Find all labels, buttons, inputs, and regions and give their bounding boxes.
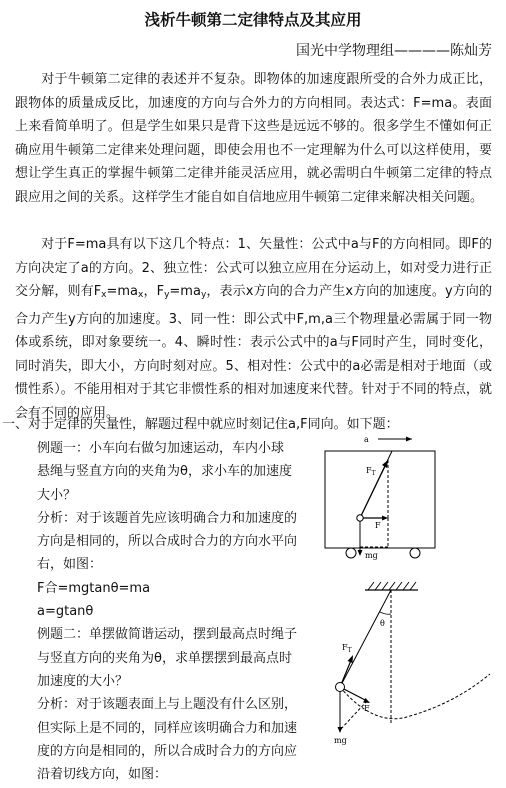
ex2-line-1: 例题二：单摆做简谐运动，摆到最高点时绳子 — [37, 627, 298, 643]
ex2-analysis-3: 度的方向是相同的，所以合成时合力的方向应 — [37, 743, 298, 759]
ball — [357, 515, 363, 521]
ex2-analysis-1: 分析：对于该题表面上与上题没有什么区别， — [37, 697, 298, 713]
features-text-2: ，表示x方向的合力产生x方向的加速度。y方向的合力产生y方向的加速度。3、同一性：即公式中F,m,a三个物理量必需属于同一物体或系统，即对象要统一。4、瞬时性：表示公式中的a与F同时产生，同时变化，同时消失，即大小，方向时刻对应。5、相对性：公式中的a必需是相对于地面（或惯性系）。不能用相对于其它非惯性系的相对加速度来代替。针对于不同的特点，就会有不同的应用。 — [15, 284, 492, 421]
ex1-line-1: 例题一：小车向右做匀加速运动，车内小球 — [37, 441, 285, 456]
features-text-1: 对于F=ma具有以下这几个特点：1、矢量性：公式中a与F的方向相同。即F的方向决定了a的方向。2、独立性：公式可以独立应用在分运动上，如对受力进行正交分解，则有F — [15, 237, 492, 299]
string — [340, 590, 391, 687]
ex1-analysis-3: 右，如图： — [37, 557, 103, 573]
net-force-head — [382, 516, 388, 521]
gravity-head — [358, 550, 363, 556]
eq-x: =ma — [106, 284, 139, 299]
label-mg: mg — [365, 551, 378, 560]
cart-diagram — [320, 430, 500, 580]
eq-y: =ma — [169, 284, 201, 299]
wheel-left — [346, 548, 356, 558]
wheel-right — [410, 548, 420, 558]
cart-body — [325, 451, 435, 548]
eq-sep: ，F — [143, 284, 165, 299]
formula-1: F合=mgtanθ=ma — [37, 580, 151, 596]
ex1-line-2: 悬绳与竖直方向的夹角为θ，求小车的加速度 — [37, 464, 292, 480]
label-mg: mg — [334, 736, 347, 745]
example-block — [37, 437, 297, 786]
swing-arc — [340, 674, 490, 719]
label-f: F — [364, 704, 370, 713]
intro-text: 对于牛顿第二定律的表述并不复杂。即物体的加速度跟所受的合外力成正比，跟物体的质量成反比，加速度的方向与合外力的方向相同。表达式：F=ma。表面上来看简单明了。但是学生如果只是背下这些是远远不够的。很多学生不懂如何正确应用牛顿第二定律来处理问题，即使会用也不一定理解为什么可以这样使用，要想让学生真正的掌握牛顿第二定律并能灵活应用，就必需明白牛顿第二定律的特点跟应用之间的关系。这样学生才能自如自信地应用牛顿第二定律来解决相关问题。 — [15, 72, 492, 205]
ex2-line-2: 与竖直方向的夹角为θ，求单摆摆到最高点时 — [37, 650, 292, 666]
tension-head — [348, 655, 354, 663]
theta-arc — [380, 612, 391, 614]
label-ft: $F_T$ — [342, 643, 352, 654]
section-one-heading: 一、对于定律的矢量性，解题过程中就应时刻记住a,F同向。如下题： — [2, 417, 399, 432]
ex2-analysis-4: 沿着切线方向，如图： — [37, 767, 168, 783]
accel-arrow-head — [406, 437, 412, 442]
dash-diagonal — [340, 701, 367, 730]
pendulum-diagram — [320, 578, 500, 748]
label-theta: θ — [380, 619, 385, 628]
ex1-analysis-1: 分析：对于该题首先应该明确合力和加速度的 — [37, 510, 298, 526]
label-a: a — [364, 435, 369, 444]
intro-paragraph — [15, 68, 492, 209]
label-f: F — [375, 521, 381, 530]
article-title: 浅析牛顿第二定律特点及其应用 — [144, 10, 362, 29]
formula-2: a=gtanθ — [37, 604, 94, 620]
ex2-line-3: 加速度的大小？ — [37, 673, 129, 689]
ceiling-hatch — [368, 582, 416, 590]
tension-head — [382, 460, 388, 468]
ex2-analysis-2: 但实际上是不同的，同样应该明确合力和加速 — [37, 720, 298, 736]
label-ft: $F_T$ — [366, 466, 376, 477]
features-paragraph — [15, 233, 492, 425]
sub-y: y — [164, 290, 170, 300]
ex1-analysis-2: 方向是相同的，所以合成时合力的方向水平向 — [37, 534, 298, 550]
ex1-line-3: 大小？ — [37, 487, 77, 503]
bob — [336, 683, 345, 692]
sub-y: y — [200, 290, 207, 300]
sub-x: x — [138, 290, 144, 300]
sub-x: x — [101, 290, 107, 300]
author-line: 国光中学物理组————陈灿芳 — [296, 43, 492, 59]
tension-vector — [360, 460, 388, 518]
